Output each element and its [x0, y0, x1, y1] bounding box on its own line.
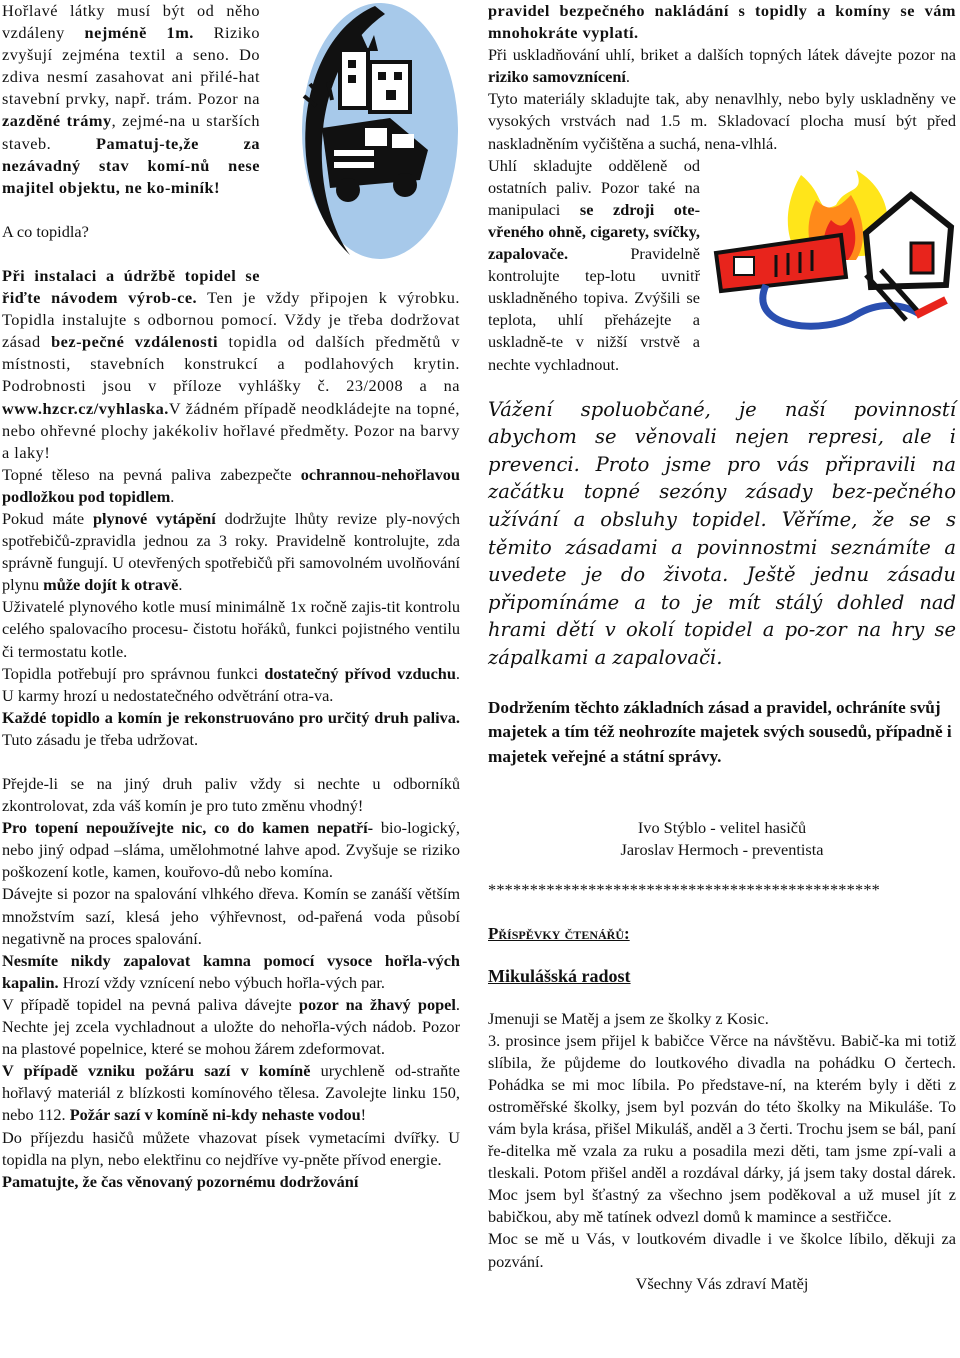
p5: Uživatelé plynového kotle musí minimálně 1x ročně zajis-tit kontrolu celého spalovacího procesu- čistotu hořáků, funkci pojistného ventilu či termostatu kotle. [2, 597, 460, 661]
story-paragraph: 3. prosince jsem přijel k babičce Věrce na návštěvu. Babič-ka mi totiž slíbila, že půjdeme do loutkového divadla na pohádku O čertech. Pohádka se mi moc líbila. Po představe-ní, na kterém byly i děti z ostroměřské školky, jsem byl pozván do této školky na Mikuláše. To vám byla krása, přišel Mikuláš, anděl a 3 čerti. Trochu jsem se bál, paní ře-ditelka mě vzala za ruku a posadila mezi děti, tam jsme zpí-vali a tleskali. Potom přišel anděl a rozdával dárky, já jsem taky dostal dárek. Moc jsem byl šťastný za všechno jsem poděkoval a už musel jít z babičkou, aby mě tatínek odvezl domů k mamince a sestřičce. [488, 1030, 956, 1227]
p6-b: dostatečný přívod vzduchu [264, 663, 456, 683]
p2-c: bez-pečné vzdálenosti [51, 332, 219, 352]
signature-preventist: Jaroslav Hermoch - preventista [620, 840, 824, 860]
p2-a: Při instalaci a údržbě topidel se řiďte návodem výrob-ce. [2, 265, 260, 308]
p3-b: ochrannou-nehořlavou podložkou pod topidlem [2, 464, 460, 506]
story-thanks: Moc se mě u Vás, v loutkovém divadle i ve školce líbilo, děkuji za pozvání. [488, 1229, 956, 1271]
p13-a: V případě vzniku požáru sazí v komíně [2, 1061, 311, 1081]
closing-paragraph: Dodržením těchto základních zásad a pravidel, ochráníte svůj majetek a tím též neohrozíte majetek svých sousedů, případně i majetek veřejné a státní správy. [488, 697, 952, 766]
p10: Dávejte si pozor na spalování vlhkého dřeva. Komín se zanáší větším množstvím sazí, klesá jeho výhřevnost, od-pařená voda působí negativně na proces spalování. [2, 884, 460, 948]
p1-d: zazděné trámy [2, 111, 112, 131]
fire-truck-clipart-icon [270, 0, 460, 262]
p2-d: topidla od dalších předmětů v místnosti, stavebních konstrukcí a podlahových krytin. Podrobnosti jsou v příloze vyhlášky č. 23/2008 a na [2, 332, 461, 396]
p6-a: Topidla potřebují pro správnou funkci [2, 663, 265, 683]
section-heading: Příspěvky čtenářů: [488, 924, 630, 944]
p4-c: dodržujte lhůty revize ply-nových spotřebičů-zpravidla jednou za 3 roky. Pravidelně kontrolujte, zda správně fungují. U otevřených spotřebičů při samovolném uvolňování plynu [2, 508, 460, 595]
p12-c: . Nechte jej zcela vychladnout a uložte do nehořla-vých nádob. Pozor na plastové popelnice, které se mohou žárem zdeformovat. [2, 994, 460, 1059]
story-title: Mikulášská radost [488, 966, 631, 987]
p3-a: Topné těleso na pevná paliva zabezpečte [2, 464, 301, 484]
p4-d: může dojít k otravě [43, 575, 179, 595]
p4-a: Pokud máte [2, 508, 93, 528]
p1-c: Riziko zvyšují zejména textil a seno. Do zdiva nesmí zasahovat ani přilé-hat stavební prvky, např. trám. Pozor na [2, 23, 261, 109]
p6-c: . U karmy hrozí u nedostatečného odvětrání otra-va. [2, 663, 460, 705]
r4-b: se zdroji ote-vřeného ohně, cigarety, svíčky, zapalovače. [488, 199, 701, 264]
p13-c: Požár sazí v komíně ni-kdy nehaste vodou [69, 1105, 361, 1125]
p4-e: . [178, 575, 183, 595]
p2-f: V žádném případě neodkládejte na topné, nebo ohřevné plochy jakékoliv hořlavé předměty. Pozor na barvy a laky! [2, 398, 460, 462]
house-fire-hose-clipart-icon [706, 165, 956, 335]
p1-b: nejméně 1m. [84, 23, 194, 43]
p8: Přejde-li se na jiný druh paliv vždy si nechte u odborníků zkontrolovat, zda váš komín je pro tuto změnu vhodný! [2, 774, 460, 816]
p15: Pamatujte, že čas věnovaný pozornému dodržování [2, 1171, 359, 1191]
r4-c: Pravidelně kontrolujte tep-lotu uvnitř uskladněného topiva. Zvýšili se teplota, uhlí přeházejte a uskladně-te v nižší vrstvě a nechte vychladnout. [488, 244, 700, 374]
story-line-1: Jmenuji se Matěj a jsem ze školky z Kosic. [488, 1008, 769, 1028]
r2-a: Při uskladňování uhlí, briket a dalších topných látek dávejte pozor na [488, 45, 956, 65]
p2-e: www.hzcr.cz/vyhlaska. [2, 398, 169, 418]
p11-a: Nesmíte nikdy zapalovat kamna pomocí vysoce hořla-vých kapalin. [2, 950, 460, 992]
p1-f: Pamatuj-te,že za nezávadný stav komí-nů nese majitel objektu, ne ko-miník! [2, 133, 261, 197]
r4-a: Uhlí skladujte odděleně od ostatních paliv. Pozor také na manipulaci [488, 155, 700, 219]
p1-a: Hořlavé látky musí být od něho vzdáleny [2, 1, 260, 43]
left-column [2, 0, 460, 1193]
p4-b: plynové vytápění [92, 508, 216, 528]
p13-d: ! [360, 1105, 367, 1125]
p14: Do příjezdu hasičů můžete vhazovat písek vymetacími dvířky. U topidla na plyn, nebo elektřinu co nejdříve vy-pněte přívod energie. [2, 1127, 460, 1169]
p7-b: Tuto zásadu je třeba udržovat. [2, 729, 199, 749]
story-signature: Všechny Vás zdraví Matěj [635, 1273, 809, 1293]
r2-b: riziko samovznícení [488, 67, 626, 87]
p1-e: , zejmé-na u starších staveb. [2, 111, 261, 153]
r3: Tyto materiály skladujte tak, aby nenavlhly, nebo byly uskladněny ve vysokých vrstvách nad 1.5 m. Skladovací plocha musí být před naskladněním vyčištěna a suchá, nena-vlhlá. [488, 89, 956, 153]
r1: pravidel bezpečného nakládání s topidly a komíny se vám mnohokráte vyplatí. [488, 1, 956, 43]
right-column [488, 0, 956, 1295]
divider-stars: *********************************************** [488, 880, 881, 900]
p12-b: pozor na žhavý popel [298, 994, 456, 1014]
r2-c: . [625, 67, 630, 87]
p9-a: Pro topení nepoužívejte nic, co do kamen nepatří- [2, 818, 374, 838]
p3-c: . [170, 486, 175, 506]
p2-b: Ten je vždy připojen k výrobku. Topidla instalujte s odbornou pomocí. Vždy je třeba dodržovat zásad [2, 288, 461, 352]
p11-b: Hrozí vždy vznícení nebo výbuch hořla-vých par. [58, 972, 385, 992]
p9-b: bio-logický, nebo jiný odpad –sláma, umělohmotné lahve apod. Zvyšuje se riziko poškození kotle, kamen, kouřovo-dů nebo komína. [2, 818, 460, 882]
appeal-paragraph: Vážení spoluobčané, je naší povinností abychom se věnovali nejen represi, ale i prevenci. Proto jsme pro vás připravili na začátku topné sezóny zásady bez-pečného užívání a obsluhy topidel. Věříme, že se s těmito zásadami a povinnostmi seznámíte a uvedete je do života. Ještě jednu zásadu připomínáme a to je mít stálý dohled nad hrami dětí v okolí topidel a po-zor na hry se zápalkami a zapalovači. [488, 397, 956, 669]
p7-a: Každé topidlo a komín je rekonstruováno pro určitý druh paliva. [2, 707, 460, 727]
question-topidla: A co topidla? [2, 221, 89, 241]
p13-b: urychleně od-straňte hořlavý materiál z blízkosti komínového tělesa. Zavolejte linku 150, nebo 112. [2, 1061, 460, 1125]
signature-commander: Ivo Stýblo - velitel hasičů [637, 818, 807, 838]
p12-a: V případě topidel na pevná paliva dávejte [2, 994, 299, 1014]
